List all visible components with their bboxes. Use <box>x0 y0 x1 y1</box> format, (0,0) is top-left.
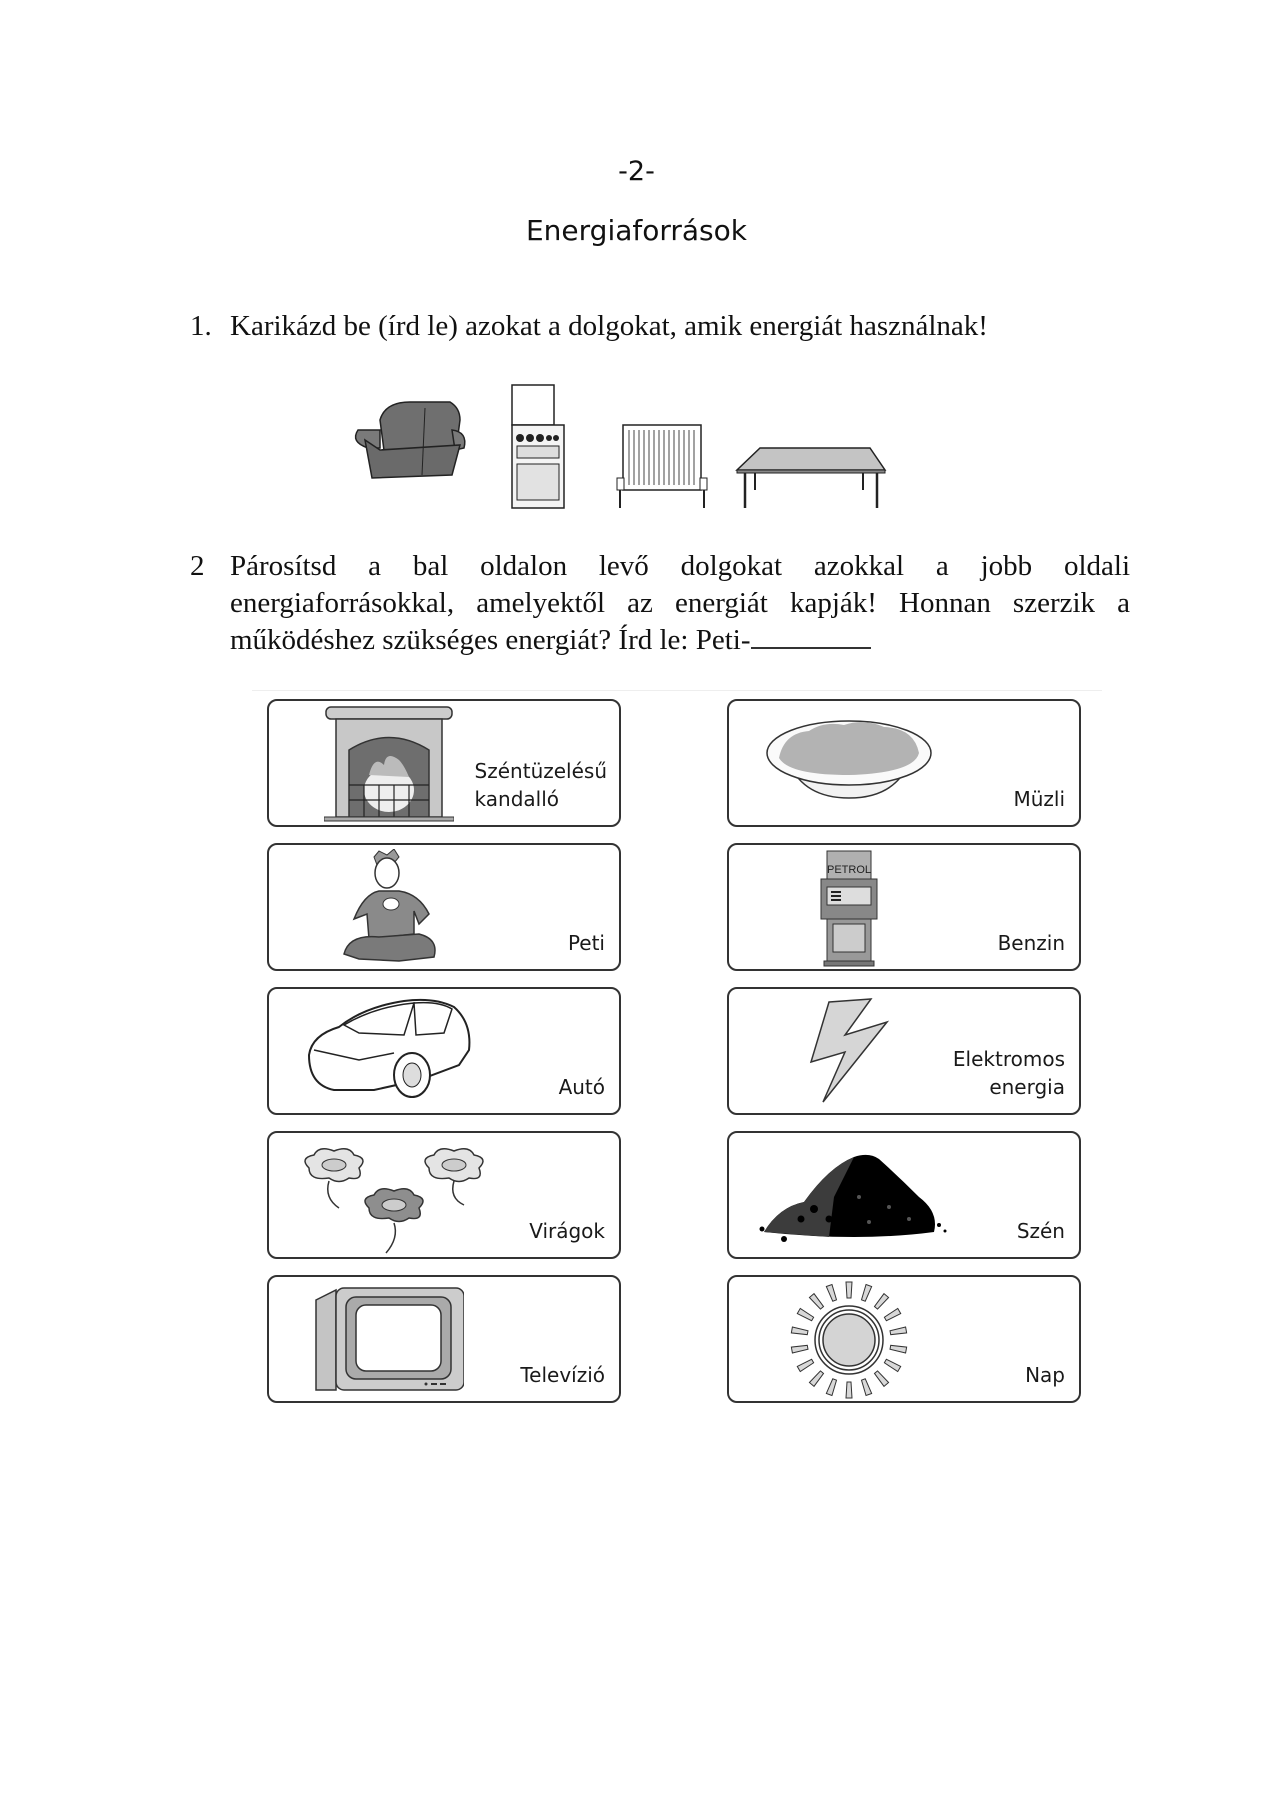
question-1-images <box>340 380 960 510</box>
card-label: Virágok <box>529 1219 605 1243</box>
card-label: Televízió <box>520 1363 605 1387</box>
question-2-number: 2 <box>190 550 205 582</box>
card-label: Szén <box>1016 1219 1065 1243</box>
card-viragok[interactable] <box>267 1131 621 1259</box>
card-muzli[interactable] <box>727 699 1081 827</box>
card-label-line2: kandalló <box>474 787 560 811</box>
tv-icon <box>314 1285 464 1395</box>
page-title: Energiaforrások <box>525 214 747 247</box>
question-2-text: Párosítsd a bal oldalon levő dolgokat azokkal a jobb oldali energiaforrásokkal, amelyektől az energiát kapják! Honnan szerzik a működéshez szükséges energiát? Írd le: Peti- <box>230 550 1130 656</box>
table-icon[interactable] <box>737 448 885 508</box>
card-nap[interactable] <box>727 1275 1081 1403</box>
answer-blank[interactable] <box>751 623 871 649</box>
card-fireplace[interactable] <box>267 699 621 827</box>
card-label-line1: Elektromos <box>952 1047 1065 1071</box>
card-benzin[interactable] <box>727 843 1081 971</box>
card-szen[interactable] <box>727 1131 1081 1259</box>
card-elektromos-energia[interactable] <box>727 987 1081 1115</box>
sofa-icon[interactable] <box>356 402 465 478</box>
card-label: Benzin <box>997 931 1065 955</box>
question-1 <box>190 310 988 343</box>
car-icon <box>304 995 474 1110</box>
cereal-bowl-icon <box>764 713 934 803</box>
question-2 <box>190 548 1130 659</box>
card-label-line2: energia <box>989 1075 1065 1099</box>
card-auto[interactable] <box>267 987 621 1115</box>
radiator-icon[interactable] <box>617 425 707 508</box>
sun-icon <box>789 1279 909 1401</box>
pump-sign-text: PETROL <box>826 864 872 876</box>
stove-icon[interactable] <box>512 385 564 508</box>
question-1-number: 1. <box>190 310 212 342</box>
card-label: Peti <box>567 931 605 955</box>
fireplace-icon <box>324 705 454 823</box>
boy-icon <box>339 849 449 967</box>
card-televizio[interactable] <box>267 1275 621 1403</box>
lightning-icon <box>809 997 889 1105</box>
card-peti[interactable] <box>267 843 621 971</box>
page-number: -2- <box>618 156 655 187</box>
matching-panel <box>252 690 1102 1416</box>
fuel-pump-icon <box>819 849 879 967</box>
card-label: Autó <box>558 1075 605 1099</box>
coal-icon <box>759 1147 949 1247</box>
card-label-line1: Széntüzelésű <box>474 759 607 783</box>
flowers-icon <box>294 1143 494 1255</box>
card-label: Müzli <box>1013 787 1065 811</box>
question-1-text: Karikázd be (írd le) azokat a dolgokat, amik energiát használnak! <box>230 310 988 342</box>
card-label: Nap <box>1025 1363 1065 1387</box>
